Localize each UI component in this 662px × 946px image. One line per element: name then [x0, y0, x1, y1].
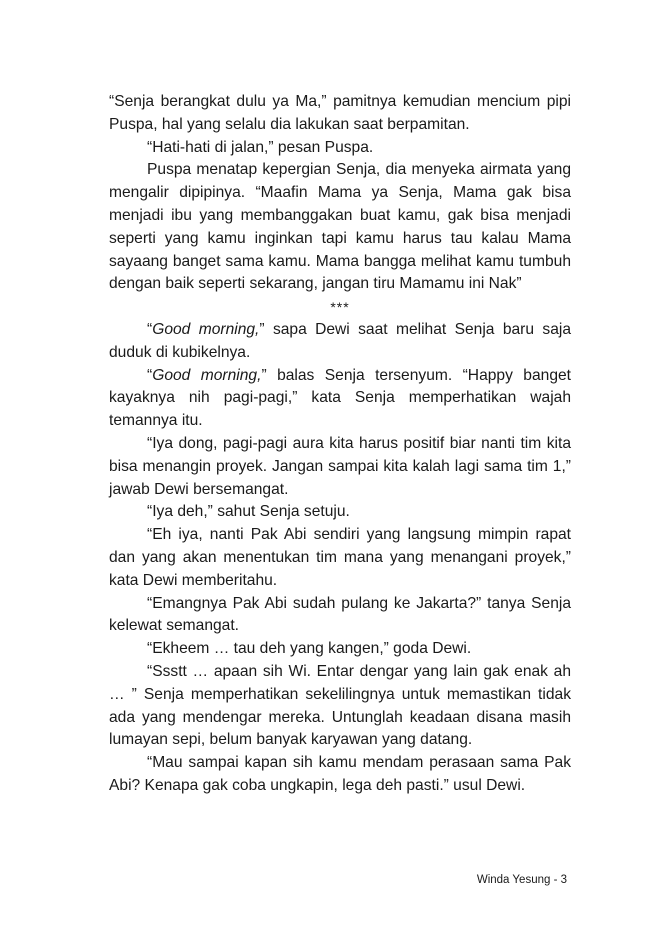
paragraph: [109, 137, 571, 160]
text-run: “: [147, 320, 153, 338]
italic-text: Good morning,: [152, 320, 260, 338]
text-run: Puspa menatap kepergian Senja, dia menyeka airmata yang mengalir dipipinya. “Maafin Mama ya Senja, Mama gak bisa menjadi ibu yang membanggakan buat kamu, gak bisa menjadi seperti yang kamu inginkan tapi kamu harus tau kalau Mama sayaang banget sama kamu. Mama bangga melihat kamu tumbuh dengan baik seperti sekarang, jangan tiru Mamamu ini Nak”: [109, 161, 571, 293]
paragraph: [109, 159, 571, 296]
text-run: “Iya dong, pagi-pagi aura kita harus positif biar nanti tim kita bisa menangin proyek. Jangan sampai kita kalah lagi sama tim 1,” jawab Dewi bersemangat.: [109, 434, 571, 498]
paragraph: [109, 524, 571, 592]
paragraph: [109, 365, 571, 433]
paragraph: [109, 638, 571, 661]
text-run: “Iya deh,” sahut Senja setuju.: [147, 503, 350, 521]
text-run: ” sapa Dewi saat melihat Senja baru saja duduk di kubikelnya.: [109, 320, 572, 361]
paragraph: [109, 661, 571, 752]
text-run: “Senja berangkat dulu ya Ma,” pamitnya kemudian mencium pipi Puspa, hal yang selalu dia lakukan saat berpamitan.: [109, 93, 571, 133]
text-run: “Emangnya Pak Abi sudah pulang ke Jakarta?” tanya Senja kelewat semangat.: [109, 594, 571, 635]
page-body: [109, 91, 571, 798]
paragraph: [109, 91, 571, 137]
text-run: ” balas Senja tersenyum. “Happy banget kayaknya nih pagi-pagi,” kata Senja memperhatikan wajah temannya itu.: [109, 366, 571, 430]
italic-text: Good morning,: [152, 366, 262, 384]
text-run: “: [147, 366, 153, 384]
paragraph: [109, 593, 571, 639]
paragraph: [109, 433, 571, 501]
paragraph: [109, 752, 571, 798]
paragraph: [109, 501, 571, 524]
paragraph: [109, 319, 571, 365]
text-run: “Eh iya, nanti Pak Abi sendiri yang langsung mimpin rapat dan yang akan menentukan tim mana yang menangani proyek,” kata Dewi memberitahu.: [109, 526, 571, 589]
text-run: “Mau sampai kapan sih kamu mendam perasaan sama Pak Abi? Kenapa gak coba ungkapin, lega deh pasti.” usul Dewi.: [109, 754, 571, 794]
page-footer: Winda Yesung - 3: [476, 874, 567, 886]
text-run: “Ssstt … apaan sih Wi. Entar dengar yang lain gak enak ah … ” Senja memperhatikan sekelilingnya untuk memastikan tidak ada yang mendengar mereka. Untunglah keadaan disana masih lumayan sepi, belum banyak karyawan yang datang.: [109, 662, 571, 749]
scene-separator: ***: [330, 299, 350, 316]
text-run: “Hati-hati di jalan,” pesan Puspa.: [147, 138, 374, 156]
text-run: “Ekheem … tau deh yang kangen,” goda Dewi.: [147, 640, 472, 658]
